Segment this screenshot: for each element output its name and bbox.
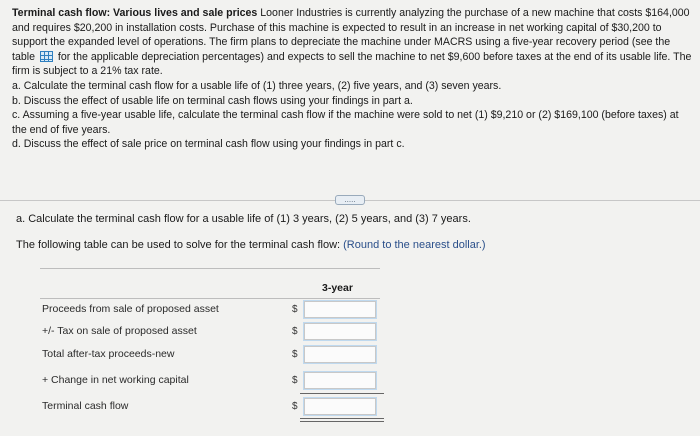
table-row <box>40 344 385 366</box>
table-row <box>40 299 385 321</box>
currency-symbol: $ <box>292 375 298 386</box>
currency-symbol: $ <box>292 326 298 337</box>
problem-title: Terminal cash flow: Various lives and sale prices <box>12 7 258 19</box>
problem-statement <box>12 6 692 152</box>
table-grid-icon[interactable] <box>40 51 53 62</box>
total-rule <box>300 393 384 394</box>
row-label: +/- Tax on sale of proposed asset <box>42 325 197 337</box>
total-after-tax-input[interactable] <box>304 346 376 363</box>
part-b: b. Discuss the effect of usable life on terminal cash flows using your findings in part a. <box>12 94 413 107</box>
tax-on-sale-input[interactable] <box>304 323 376 340</box>
part-c: c. Assuming a five-year usable life, calculate the terminal cash flow if the machine were sold to net (1) $9,210 or (2) $169,100 (before taxes) at the end of five years. <box>12 109 679 136</box>
terminal-cash-flow-input[interactable] <box>304 398 376 415</box>
instruction <box>16 238 486 252</box>
problem-intro-cont: for the applicable depreciation percentages) and expects to sell the machine to net $9,600 before taxes at the end of its usable life. The firm is subject to a 21% tax rate. <box>12 50 692 78</box>
double-rule-top <box>300 418 384 419</box>
expand-button[interactable]: ..... <box>335 195 365 205</box>
instruction-hint: (Round to the nearest dollar.) <box>343 239 486 251</box>
column-header-3-year: 3-year <box>322 282 353 294</box>
table-row <box>40 396 385 418</box>
table-row <box>40 321 385 343</box>
problem-intro <box>12 6 692 79</box>
part-a: a. Calculate the terminal cash flow for a usable life of (1) three years, (2) five years, and (3) seven years. <box>12 79 502 92</box>
problem-intro-text: Looner Industries is currently analyzing the purchase of a new machine that costs $164,000 and requires $20,200 in installation costs. Purchase of this machine is expected to result in an increase in net working capital of $30,200 to support the expanded level of operations. The firm plans to depreciate the machine under MACRS using a five-year recovery period (see the table <box>12 7 690 63</box>
currency-symbol: $ <box>292 304 298 315</box>
instruction-text: The following table can be used to solve for the terminal cash flow: <box>16 239 344 251</box>
part-d: d. Discuss the effect of sale price on terminal cash flow using your findings in part c. <box>12 138 405 151</box>
row-label: Proceeds from sale of proposed asset <box>42 303 219 315</box>
row-label: Terminal cash flow <box>42 400 129 412</box>
question-text: a. Calculate the terminal cash flow for a usable life of (1) 3 years, (2) 5 years, and (3) 7 years. <box>16 213 471 225</box>
table-row <box>40 370 385 392</box>
proceeds-input[interactable] <box>304 301 376 318</box>
currency-symbol: $ <box>292 349 298 360</box>
row-label: Total after-tax proceeds-new <box>42 348 175 360</box>
row-label: + Change in net working capital <box>42 374 189 386</box>
nwc-change-input[interactable] <box>304 372 376 389</box>
table-top-rule <box>40 268 380 269</box>
double-rule-bottom <box>300 421 384 422</box>
currency-symbol: $ <box>292 401 298 412</box>
